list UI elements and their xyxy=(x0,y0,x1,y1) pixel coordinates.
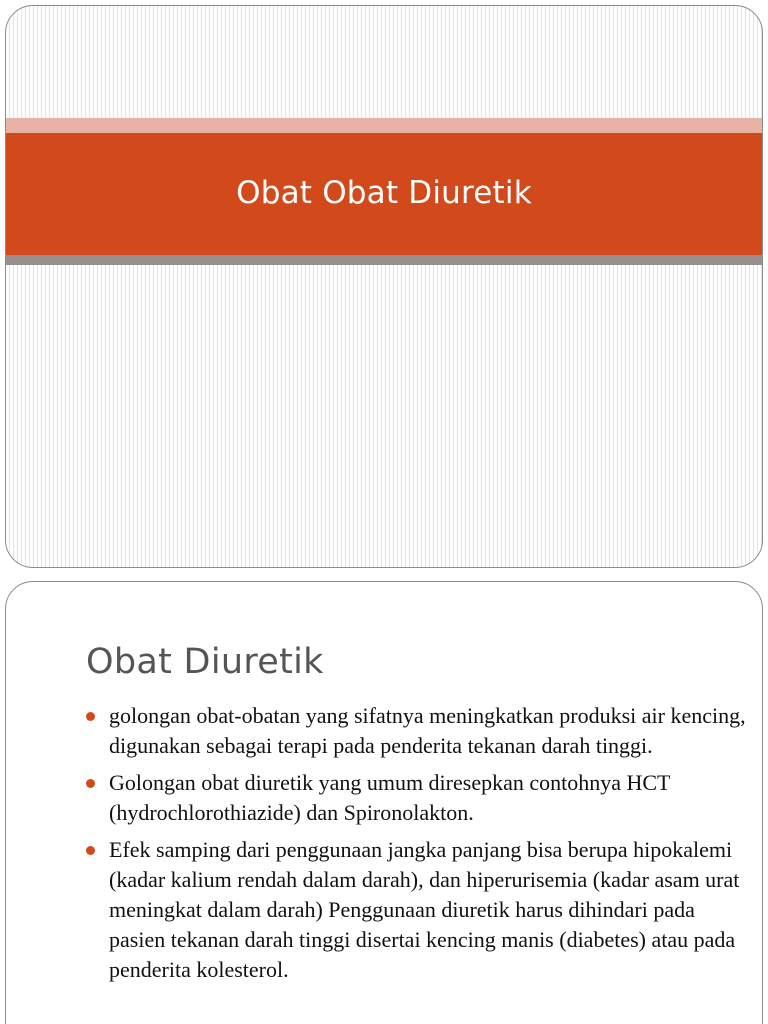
bullet-text: Golongan obat diuretik yang umum diresepkan contohnya HCT (hydrochlorothiazide) dan Spironolakton. xyxy=(109,770,671,825)
bullet-item xyxy=(86,835,746,985)
bullet-item xyxy=(86,768,746,828)
content-slide xyxy=(5,581,763,1024)
bullet-dot-icon xyxy=(86,712,95,721)
title-band-bottom-accent xyxy=(6,255,762,265)
title-band xyxy=(6,133,762,255)
slide-title: Obat Obat Diuretik xyxy=(236,175,532,211)
title-slide xyxy=(5,5,763,568)
bullet-dot-icon xyxy=(86,846,95,855)
bullet-dot-icon xyxy=(86,779,95,788)
bullet-list xyxy=(86,701,746,992)
bullet-text: Efek samping dari penggunaan jangka panjang bisa berupa hipokalemi (kadar kalium rendah dalam darah), dan hiperurisemia (kadar asam urat meningkat dalam darah) Penggunaan diuretik harus dihindari pada pasien tekanan darah tinggi disertai kencing manis (diabetes) atau pada penderita kolesterol. xyxy=(109,837,740,982)
title-band-top-accent xyxy=(6,118,762,133)
bullet-item xyxy=(86,701,746,761)
bullet-text: golongan obat-obatan yang sifatnya meningkatkan produksi air kencing, digunakan sebagai terapi pada penderita tekanan darah tinggi. xyxy=(109,703,746,758)
content-slide-heading: Obat Diuretik xyxy=(86,642,324,682)
